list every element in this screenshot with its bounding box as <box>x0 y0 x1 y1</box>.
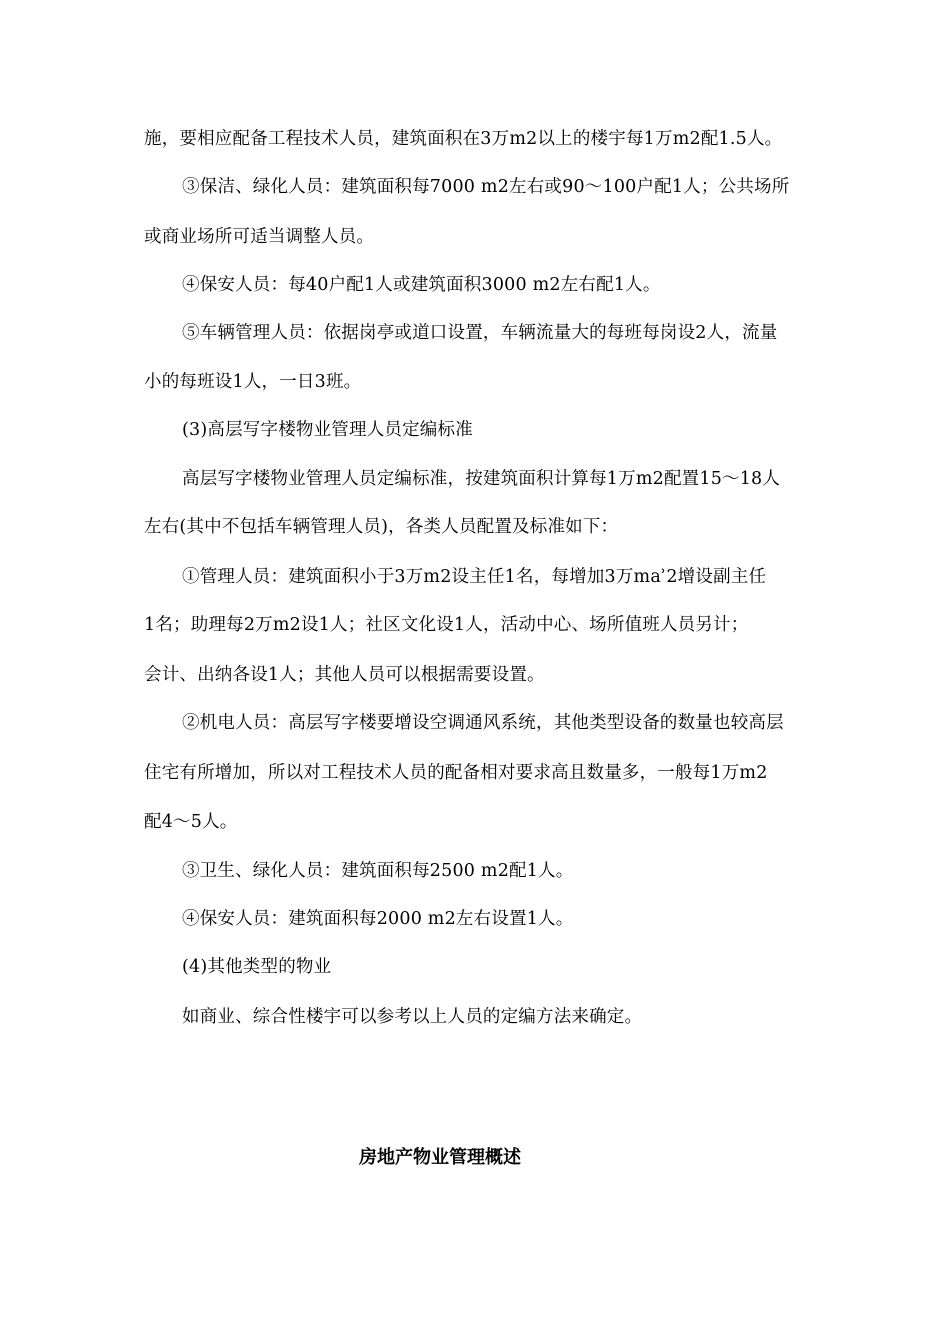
paragraph-line: 会计、出纳各设1人；其他人员可以根据需要设置。 <box>144 665 545 685</box>
paragraph-line: ③卫生、绿化人员：建筑面积每2500 m2配1人。 <box>182 861 574 881</box>
paragraph-line: 高层写字楼物业管理人员定编标准，按建筑面积计算每1万m2配置15～18人 <box>182 469 781 489</box>
section-title: (3)高层写字楼物业管理人员定编标准 <box>182 420 473 440</box>
section-title: (4)其他类型的物业 <box>182 957 332 977</box>
paragraph-line: 小的每班设1人，一日3班。 <box>144 372 362 392</box>
paragraph-line: 如商业、综合性楼宇可以参考以上人员的定编方法来确定。 <box>182 1007 643 1027</box>
paragraph-line: 住宅有所增加，所以对工程技术人员的配备相对要求高且数量多，一般每1万m2 <box>144 763 768 783</box>
paragraph-line: 施，要相应配备工程技术人员，建筑面积在3万m2以上的楼宇每1万m2配1.5人。 <box>144 129 783 149</box>
paragraph-line: 或商业场所可适当调整人员。 <box>144 227 375 247</box>
paragraph-line: ④保安人员：建筑面积每2000 m2左右设置1人。 <box>182 909 574 929</box>
paragraph-line: 左右(其中不包括车辆管理人员)，各类人员配置及标准如下： <box>144 517 619 537</box>
paragraph-line: ③保洁、绿化人员：建筑面积每7000 m2左右或90～100户配1人；公共场所 <box>182 177 790 197</box>
paragraph-line: ②机电人员：高层写字楼要增设空调通风系统，其他类型设备的数量也较高层 <box>182 713 784 733</box>
paragraph-line: ④保安人员：每40户配1人或建筑面积3000 m2左右配1人。 <box>182 275 661 295</box>
paragraph-line: ①管理人员：建筑面积小于3万m2设主任1名，每增加3万mẚ2增设副主任 <box>182 567 767 587</box>
paragraph-line: ⑤车辆管理人员：依据岗亭或道口设置，车辆流量大的每班每岗设2人，流量 <box>182 323 778 343</box>
page-heading: 房地产物业管理概述 <box>359 1147 521 1168</box>
paragraph-line: 配4～5人。 <box>144 812 238 832</box>
paragraph-line: 1名；助理每2万m2设1人；社区文化设1人，活动中心、场所值班人员另计； <box>144 615 749 635</box>
